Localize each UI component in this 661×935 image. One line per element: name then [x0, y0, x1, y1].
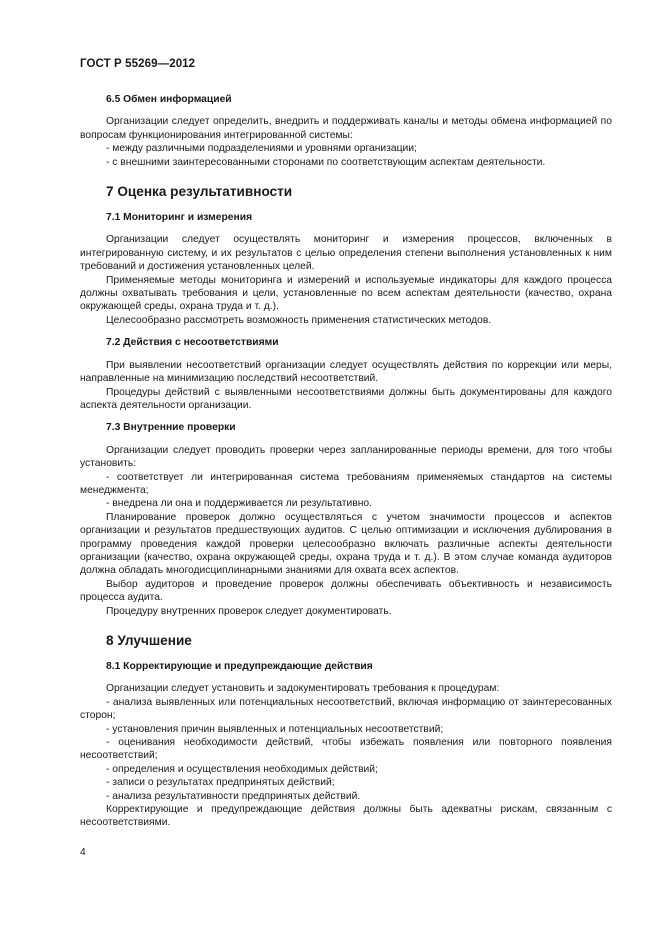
list-item: - оценивания необходимости действий, чтобы избежать появления или повторного появления несоответствий; — [80, 737, 612, 762]
section-heading-8: 8 Улучшение — [106, 633, 192, 648]
list-item: - анализа выявленных или потенциальных несоответствий, включая информацию от заинтересованных сторон; — [80, 696, 612, 722]
section-heading-7-3: 7.3 Внутренние проверки — [106, 422, 236, 434]
paragraph: При выявлении несоответствий организации следует осуществлять действия по коррекции или меры, направленные на минимизацию последствий несоответствий. — [80, 359, 612, 385]
paragraph: Целесообразно рассмотреть возможность применения статистических методов. — [106, 314, 492, 326]
page-number: 4 — [80, 847, 86, 858]
list-item: - с внешними заинтересованными сторонами по соответствующим аспектам деятельности. — [106, 156, 546, 168]
list-item: - анализа результативности предпринятых действий. — [106, 790, 361, 802]
paragraph: Организации следует проводить проверки через запланированные периоды времени, для того чтобы установить: — [80, 444, 612, 470]
document-body — [80, 93, 612, 830]
document-header: ГОСТ Р 55269—2012 — [80, 58, 196, 70]
paragraph: Организации следует установить и задокументировать требования к процедурам: — [106, 683, 500, 695]
paragraph: Выбор аудиторов и проведение проверок должны обеспечивать объективность и независимость процесса аудита. — [80, 578, 612, 604]
list-item: - определения и осуществления необходимых действий; — [106, 763, 378, 775]
paragraph: Процедуры действий с выявленными несоответствиями должны быть документированы для каждого аспекта деятельности организации. — [80, 386, 612, 411]
paragraph: Планирование проверок должно осуществляться с учетом значимости процессов и аспектов организации и результатов предшествующих аудитов. С целью оптимизации и исключения дублирования в программу проведения каждой проверки целесообразно включать различные аспекты деятельности организации (качество, охрана окружающей среды, охрана труда и т. д.). В этом случае команда аудиторов должна обладать многодисциплинарными знаниями для охвата всех аспектов. — [80, 511, 612, 577]
section-heading-7-1: 7.1 Мониторинг и измерения — [106, 212, 253, 224]
section-heading-7: 7 Оценка результативности — [106, 184, 293, 200]
section-heading-8-1: 8.1 Корректирующие и предупреждающие действия — [106, 661, 373, 672]
paragraph: Процедуру внутренних проверок следует документировать. — [106, 605, 392, 617]
paragraph: Организации следует осуществлять мониторинг и измерения процессов, включенных в интегрированную систему, и их результатов с целью определения степени выполнения установленных к ним требований и достижения установленных целей. — [80, 234, 612, 273]
list-item: - внедрена ли она и поддерживается ли результативно. — [106, 498, 373, 510]
list-item: - записи о результатах предпринятых действий; — [106, 777, 335, 789]
list-item: - соответствует ли интегрированная система требованиям применяемых стандартов на системы менеджмента; — [80, 471, 612, 496]
paragraph: Корректирующие и предупреждающие действия должны быть адекватны рискам, связанным с несоответствиями. — [80, 804, 612, 829]
section-heading-7-2: 7.2 Действия с несоответствиями — [106, 337, 279, 349]
section-heading-6-5: 6.5 Обмен информацией — [106, 94, 232, 105]
paragraph: Организации следует определить, внедрить и поддерживать каналы и методы обмена информацией по вопросам функционирования интегрированной системы: — [80, 116, 612, 141]
paragraph: Применяемые методы мониторинга и измерений и используемые индикаторы для каждого процесса должны охватывать требования и цели, установленные по всем аспектам деятельности (качество, охрана окружающей среды, охрана труда и т. д.). — [80, 274, 612, 313]
list-item: - установления причин выявленных и потенциальных несоответствий; — [106, 723, 444, 735]
list-item: - между различными подразделениями и уровнями организации; — [106, 143, 417, 155]
